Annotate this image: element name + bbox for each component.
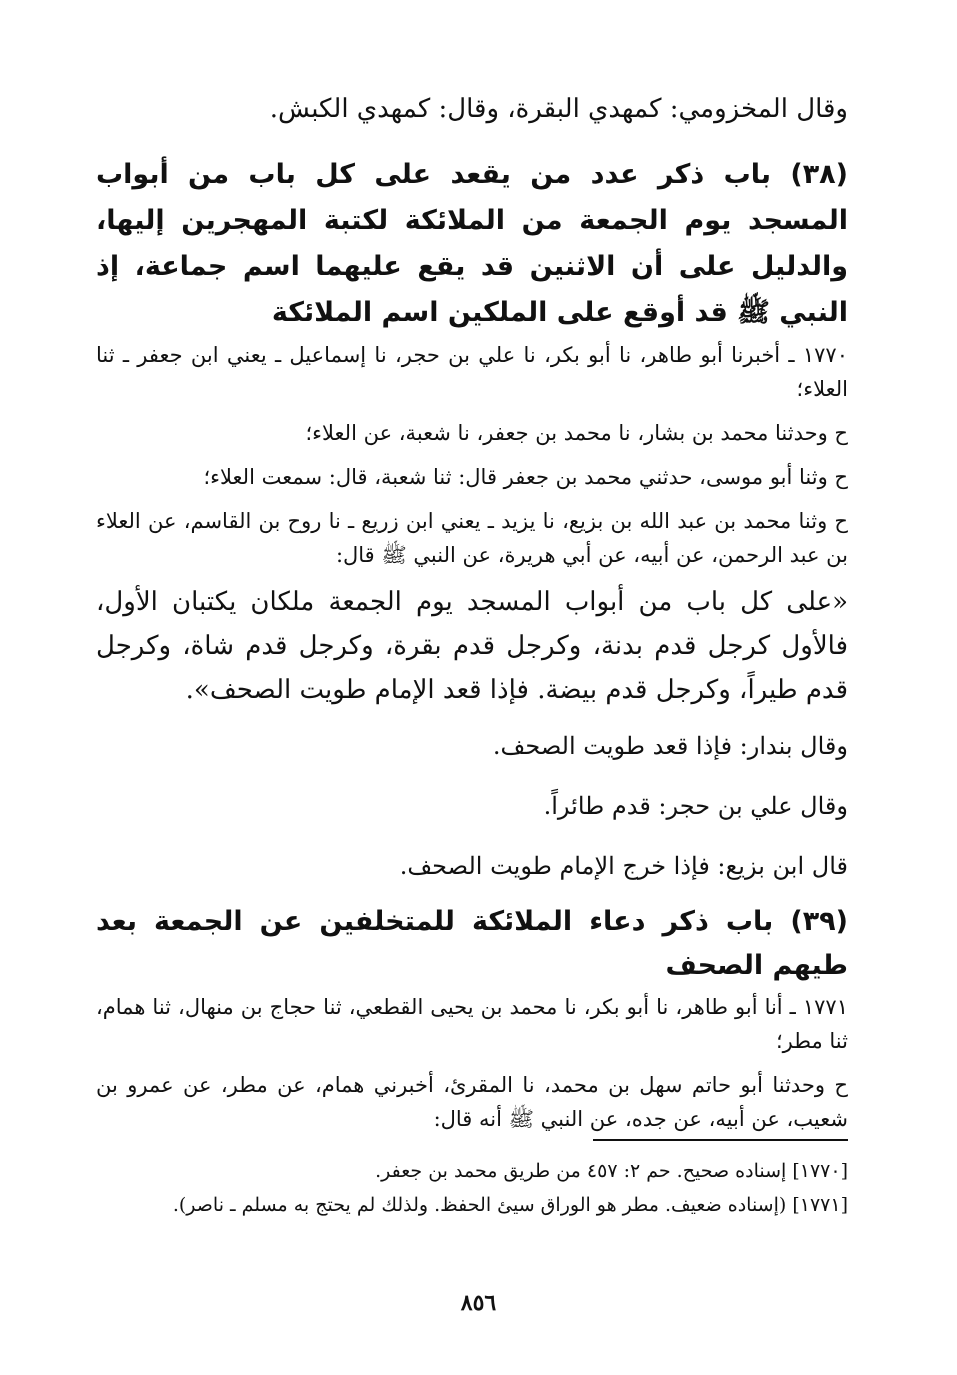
quote-ibn-bazi: قال ابن بزيع: فإذا خرج الإمام طويت الصحف. bbox=[399, 852, 848, 880]
isnad-1771-b: ح وحدثنا أبو حاتم سهل بن محمد، نا المقرئ، أخبرني همام، عن مطر، عن عمرو بن شعيب، عن أبيه، عن جده، عن النبي ﷺ أنه قال: bbox=[96, 1073, 848, 1131]
isnad-1770: ١٧٧٠ ـ أخبرنا أبو طاهر، نا أبو بكر، نا علي بن حجر، نا إسماعيل ـ يعني ابن جعفر ـ ثنا العلاء؛ bbox=[96, 343, 848, 401]
page-number: ٨٥٦ bbox=[460, 1290, 497, 1316]
page-body bbox=[96, 88, 848, 1136]
footnote-1771: [١٧٧١] (إسناده ضعيف. مطر هو الوراق سيئ الحفظ. ولذلك لم يحتج به مسلم ـ ناصر). bbox=[172, 1194, 848, 1216]
isnad-3: ح وثنا أبو موسى، حدثني محمد بن جعفر قال: ثنا شعبة، قال: سمعت العلاء؛ bbox=[203, 465, 848, 489]
footnote-divider bbox=[593, 1139, 848, 1141]
isnad-1771: ١٧٧١ ـ أنا أبو طاهر، نا أبو بكر، نا محمد بن يحيى القطعي، ثنا حجاج بن منهال، ثنا همام، ثنا مطر؛ bbox=[96, 995, 848, 1053]
hadith-1770-text: «على كل باب من أبواب المسجد يوم الجمعة ملكان يكتبان الأول، فالأول كرجل قدم بدنة، وكرجل قدم بقرة، وكرجل قدم شاة، وكرجل قدم طيراً، وكرجل قدم بيضة. فإذا قعد الإمام طويت الصحف». bbox=[96, 587, 848, 705]
intro-text: وقال المخزومي: كمهدي البقرة، وقال: كمهدي الكبش. bbox=[269, 94, 848, 124]
chapter-38-heading: (٣٨) باب ذكر عدد من يقعد على كل باب من أبواب المسجد يوم الجمعة من الملائكة لكتبة المهجرين إليها، والدليل على أن الاثنين قد يقع عليهما اسم جماعة، إذ النبي ﷺ قد أوقع على الملكين اسم الملائكة bbox=[96, 159, 848, 328]
chapter-39-heading: (٣٩) باب ذكر دعاء الملائكة للمتخلفين عن الجمعة بعد طيهم الصحف bbox=[96, 906, 848, 981]
footnote-1770: [١٧٧٠] إسناده صحيح. حم ٢: ٤٥٧ من طريق محمد بن جعفر. bbox=[375, 1160, 848, 1182]
footnotes bbox=[96, 1156, 848, 1221]
isnad-4: ح وثنا محمد بن عبد الله بن بزيع، نا يزيد ـ يعني ابن زريع ـ نا روح بن القاسم، عن العلاء بن عبد الرحمن، عن أبيه، عن أبي هريرة، عن النبي ﷺ قال: bbox=[96, 509, 848, 567]
quote-ali-bin-hujr: وقال علي بن حجر: قدم طائراً. bbox=[543, 792, 848, 820]
isnad-2: ح وحدثنا محمد بن بشار، نا محمد بن جعفر، نا شعبة، عن العلاء؛ bbox=[305, 421, 848, 445]
quote-bundar: وقال بندار: فإذا قعد طويت الصحف. bbox=[492, 732, 848, 760]
